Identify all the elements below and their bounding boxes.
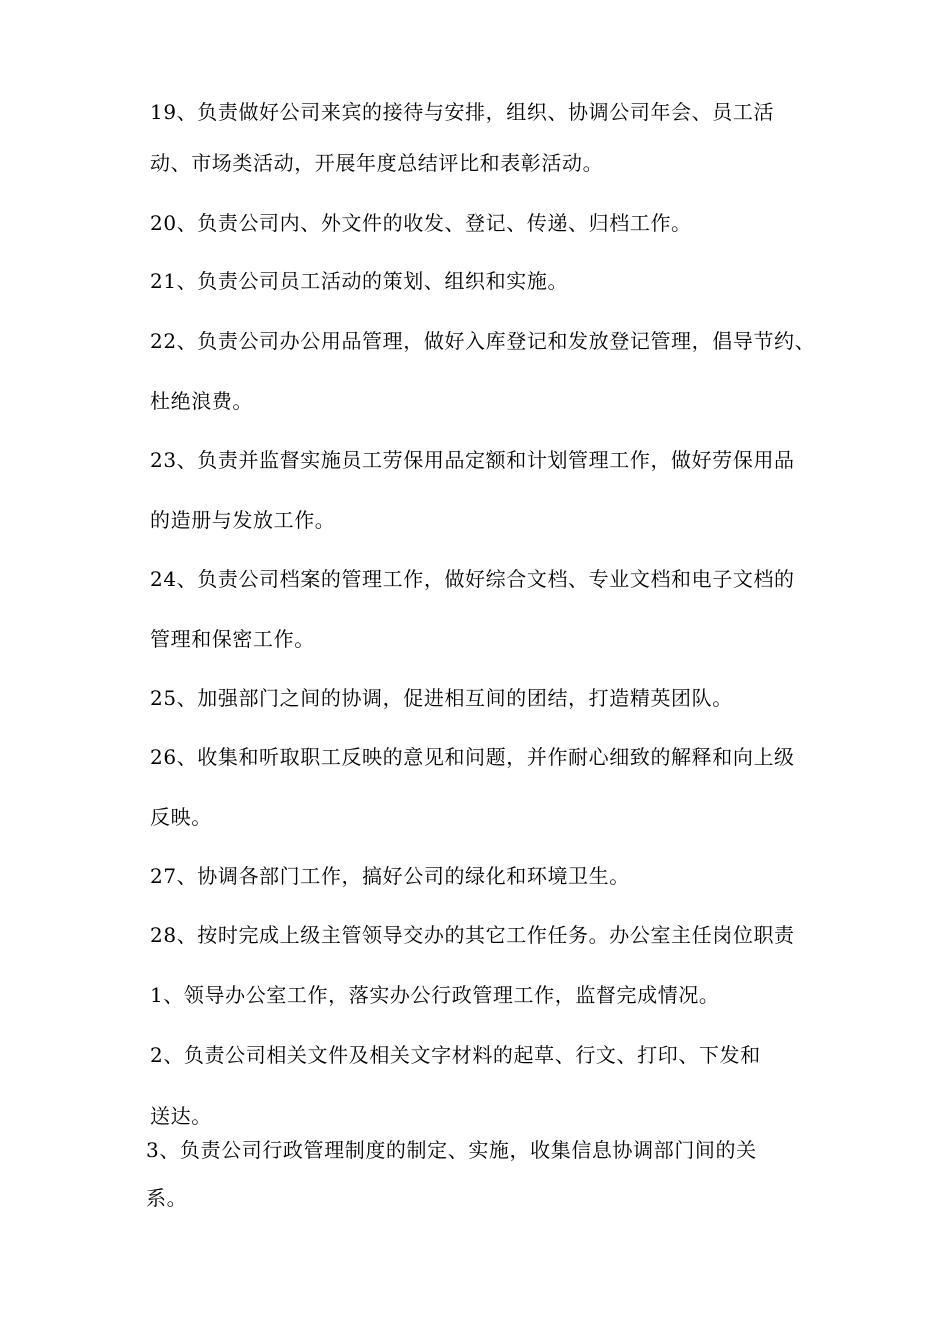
text-line: 22、负责公司办公用品管理，做好入库登记和发放登记管理，倡导节约、 <box>150 329 816 353</box>
text-line: 送达。 <box>150 1104 212 1128</box>
text-line: 的造册与发放工作。 <box>150 508 336 532</box>
text-line: 系。 <box>146 1186 188 1210</box>
text-line: 2、负责公司相关文件及相关文字材料的起草、行文、打印、下发和 <box>150 1043 761 1067</box>
text-line: 24、负责公司档案的管理工作，做好综合文档、专业文档和电子文档的 <box>150 567 795 591</box>
text-line: 管理和保密工作。 <box>150 627 315 651</box>
text-line: 27、协调各部门工作，搞好公司的绿化和环境卫生。 <box>150 864 630 888</box>
text-line: 25、加强部门之间的协调，促进相互间的团结，打造精英团队。 <box>150 686 733 710</box>
text-line: 1、领导办公室工作，落实办公行政管理工作，监督完成情况。 <box>150 983 720 1007</box>
text-line: 21、负责公司员工活动的策划、组织和实施。 <box>150 269 569 293</box>
text-line: 动、市场类活动，开展年度总结评比和表彰活动。 <box>150 151 604 175</box>
text-line: 19、负责做好公司来宾的接待与安排，组织、协调公司年会、员工活 <box>150 100 775 124</box>
text-line: 20、负责公司内、外文件的收发、登记、传递、归档工作。 <box>150 211 692 235</box>
text-line: 3、负责公司行政管理制度的制定、实施，收集信息协调部门间的关 <box>146 1138 757 1162</box>
text-line: 杜绝浪费。 <box>150 389 253 413</box>
text-line: 反映。 <box>150 805 212 829</box>
text-line: 28、按时完成上级主管领导交办的其它工作任务。办公室主任岗位职责 <box>150 923 795 947</box>
text-line: 23、负责并监督实施员工劳保用品定额和计划管理工作，做好劳保用品 <box>150 448 795 472</box>
text-line: 26、收集和听取职工反映的意见和问题，并作耐心细致的解释和向上级 <box>150 745 795 769</box>
